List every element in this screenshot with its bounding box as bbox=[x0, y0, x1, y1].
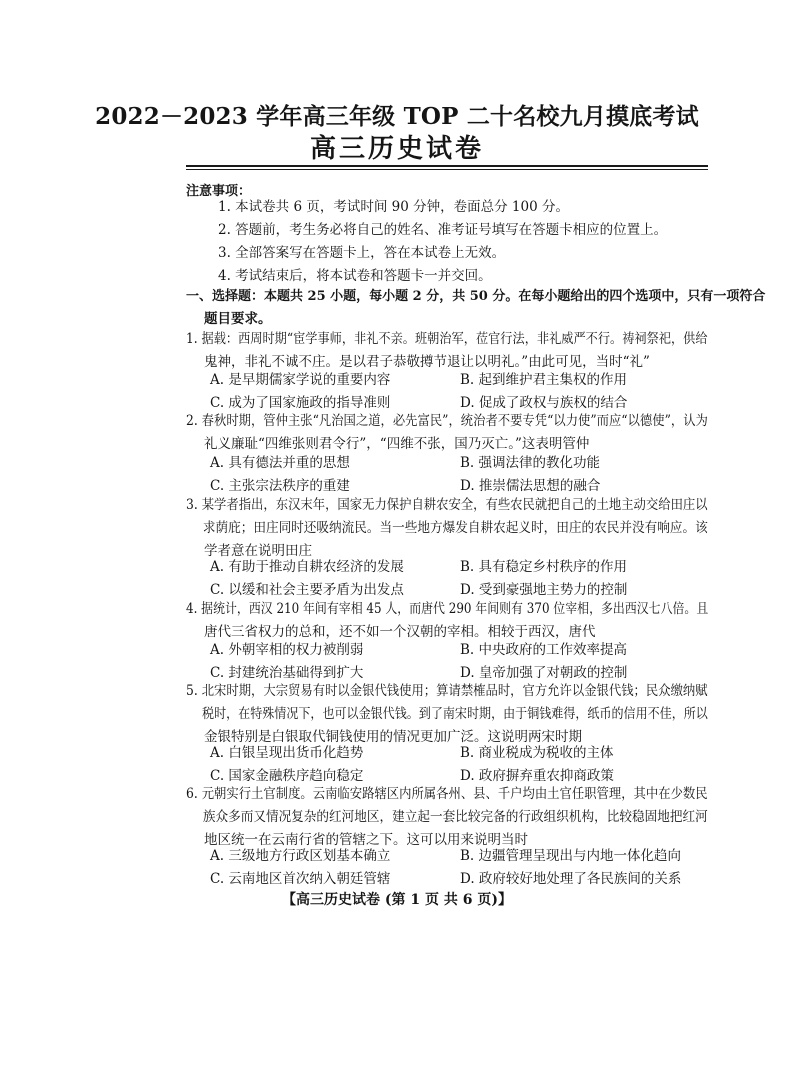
option-a: A. 三级地方行政区划基本确立 bbox=[210, 848, 391, 864]
option-c: C. 主张宗法秩序的重建 bbox=[210, 478, 350, 494]
exam-title: 2022－2023 学年高三年级 TOP 二十名校九月摸底考试 bbox=[95, 103, 699, 130]
question-5 bbox=[186, 680, 708, 749]
option-a: A. 外朝宰相的权力被削弱 bbox=[210, 642, 364, 658]
question-line: 唐代三省权力的总和，还不如一个汉朝的宰相。相较于西汉，唐代 bbox=[204, 624, 596, 640]
question-line: 学者意在说明田庄 bbox=[204, 543, 312, 559]
question-line: 1. 据载：西周时期“宦学事师，非礼不亲。班朝治军，莅官行法，非礼威严不行。祷祠祭祀，供给 bbox=[186, 331, 708, 347]
question-4-options bbox=[210, 639, 710, 685]
option-c: C. 成为了国家施政的指导准则 bbox=[210, 395, 391, 411]
option-c: C. 封建统治基础得到扩大 bbox=[210, 665, 364, 681]
option-b: B. 边疆管理呈现出与内地一体化趋向 bbox=[460, 848, 682, 864]
question-line: 礼义廉耻“四维张则君令行”，“四维不张，国乃灭亡。”这表明管仲 bbox=[204, 436, 590, 452]
section-line: 题目要求。 bbox=[204, 311, 272, 327]
question-line: 税时，在特殊情况下，也可以金银代钱。到了南宋时期，由于铜钱难得，纸币的信用不佳，所以 bbox=[202, 706, 708, 722]
option-b: B. 具有稳定乡村秩序的作用 bbox=[460, 559, 628, 575]
notice-heading: 注意事项： bbox=[186, 184, 252, 199]
notice-item: 1. 本试卷共 6 页，考试时间 90 分钟，卷面总分 100 分。 bbox=[218, 199, 569, 215]
option-a: A. 有助于推动自耕农经济的发展 bbox=[210, 559, 404, 575]
notice-item: 4. 考试结束后，将本试卷和答题卡一并交回。 bbox=[218, 268, 492, 284]
option-c: C. 国家金融秩序趋向稳定 bbox=[210, 768, 364, 784]
question-line: 5. 北宋时期，大宗贸易有时以金银代钱使用；算请禁榷品时，官方允许以金银代钱；民众缴纳赋 bbox=[186, 683, 708, 699]
question-6 bbox=[186, 783, 708, 852]
notice-item: 3. 全部答案写在答题卡上，答在本试卷上无效。 bbox=[218, 245, 506, 261]
header-rule-thin bbox=[186, 169, 708, 170]
option-d: D. 皇帝加强了对朝政的控制 bbox=[460, 665, 628, 681]
question-line: 4. 据统计，西汉 210 年间有宰相 45 人，而唐代 290 年间则有 370 位宰相，多出西汉七八倍。且 bbox=[186, 601, 709, 617]
section-heading bbox=[186, 285, 766, 330]
option-a: A. 白银呈现出货币化趋势 bbox=[210, 745, 364, 761]
option-d: D. 促成了政权与族权的结合 bbox=[460, 395, 628, 411]
question-line: 求荫庇；田庄同时还吸纳流民。当一些地方爆发自耕农起义时，田庄的农民并没有响应。该 bbox=[202, 520, 708, 536]
header-rule-thick bbox=[186, 165, 708, 167]
question-5-options bbox=[210, 742, 710, 788]
question-2 bbox=[186, 410, 708, 456]
question-2-options bbox=[210, 452, 710, 498]
option-d: D. 受到豪强地主势力的控制 bbox=[460, 582, 628, 598]
option-b: B. 强调法律的教化功能 bbox=[460, 455, 601, 471]
section-line: 一、选择题：本题共 25 小题，每小题 2 分，共 50 分。在每小题给出的四个选项中，只有一项符合 bbox=[186, 289, 766, 304]
subject-title: 高三历史试卷 bbox=[309, 134, 484, 164]
option-c: C. 以缓和社会主要矛盾为出发点 bbox=[210, 582, 404, 598]
question-6-options bbox=[210, 845, 710, 891]
question-4 bbox=[186, 598, 708, 644]
question-1 bbox=[186, 328, 708, 374]
question-line: 2. 春秋时期，管仲主张“凡治国之道，必先富民”，统治者不要专凭“以力使”而应“以德使”，认为 bbox=[186, 413, 708, 429]
option-c: C. 云南地区首次纳入朝廷管辖 bbox=[210, 871, 391, 887]
question-line: 地区统一在云南行省的管辖之下。这可以用来说明当时 bbox=[204, 832, 528, 848]
option-b: B. 起到维护君主集权的作用 bbox=[460, 372, 628, 388]
question-3-options bbox=[210, 556, 710, 602]
option-b: B. 商业税成为税收的主体 bbox=[460, 745, 614, 761]
question-line: 3. 某学者指出，东汉末年，国家无力保护自耕农安全，有些农民就把自己的土地主动交给田庄以 bbox=[186, 497, 708, 513]
page-footer: 【高三历史试卷 (第 1 页 共 6 页)】 bbox=[282, 892, 512, 908]
option-d: D. 推崇儒法思想的融合 bbox=[460, 478, 601, 494]
question-line: 族众多而又情况复杂的红河地区，建立起一套比较完备的行政组织机构，比较稳固地把红河 bbox=[202, 809, 708, 825]
question-3 bbox=[186, 494, 708, 563]
question-line: 鬼神，非礼不诚不庄。是以君子恭敬撙节退让以明礼。”由此可见，当时“礼” bbox=[204, 354, 650, 370]
option-d: D. 政府较好地处理了各民族间的关系 bbox=[460, 871, 682, 887]
notice-item: 2. 答题前，考生务必将自己的姓名、准考证号填写在答题卡相应的位置上。 bbox=[218, 222, 668, 238]
option-a: A. 具有德法并重的思想 bbox=[210, 455, 350, 471]
option-b: B. 中央政府的工作效率提高 bbox=[460, 642, 628, 658]
question-1-options bbox=[210, 369, 710, 415]
question-line: 金银特别是白银取代铜钱使用的情况更加广泛。这说明两宋时期 bbox=[204, 729, 582, 745]
question-line: 6. 元朝实行土官制度。云南临安路辖区内所属各州、县、千户均由土官任职管理，其中在少数民 bbox=[186, 786, 708, 802]
option-a: A. 是早期儒家学说的重要内容 bbox=[210, 372, 391, 388]
option-d: D. 政府摒弃重农抑商政策 bbox=[460, 768, 614, 784]
